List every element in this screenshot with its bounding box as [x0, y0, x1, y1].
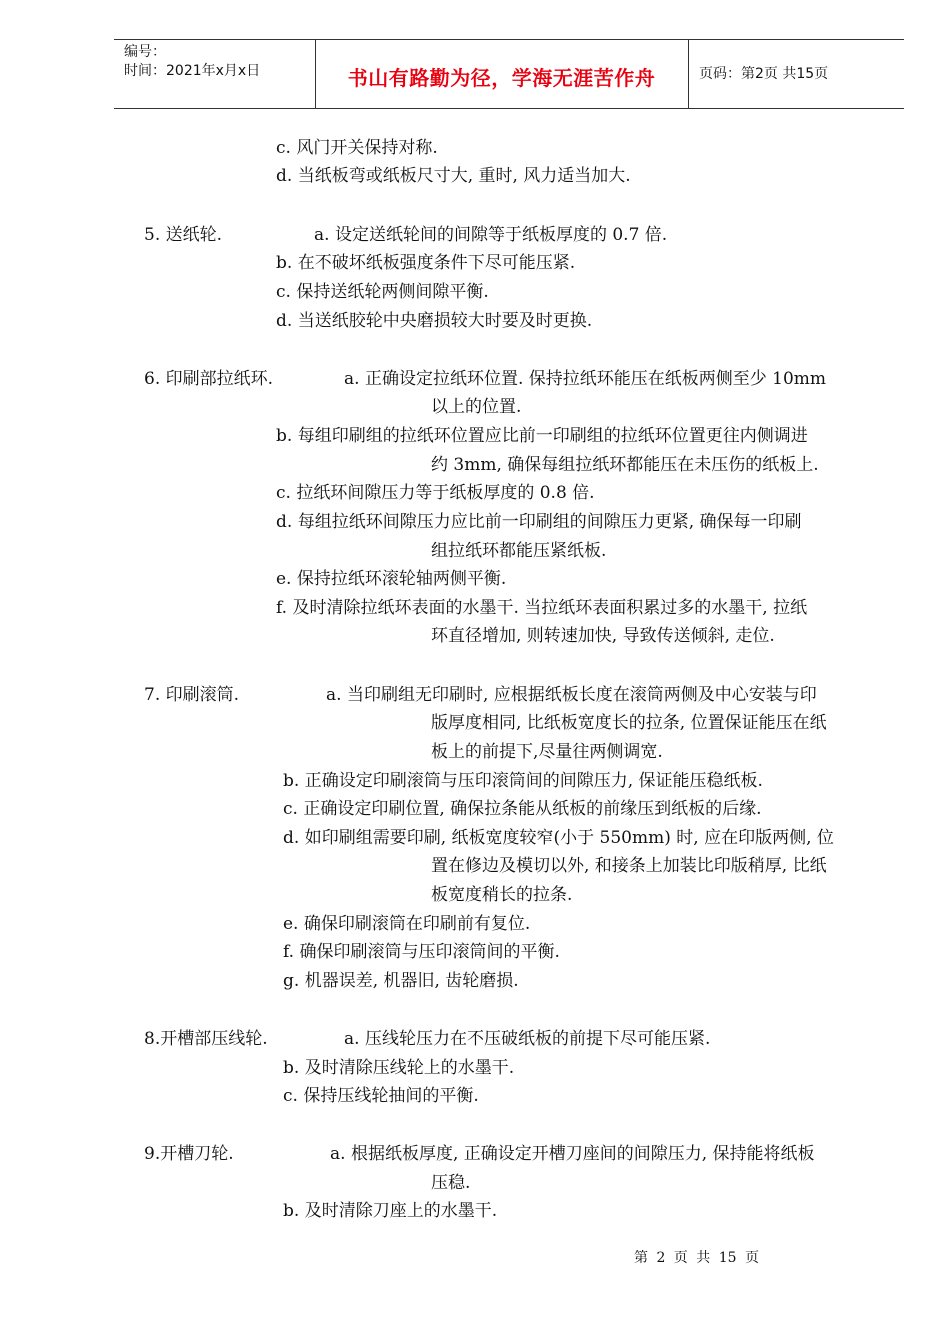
item-s7-d-line2: 置在修边及模切以外, 和接条上加装比印版稍厚, 比纸: [431, 856, 827, 876]
page-footer: 第 2 页 共 15 页: [634, 1250, 759, 1266]
item-s6-d-line2: 组拉纸环都能压紧纸板.: [431, 541, 607, 561]
item-s6-e: e. 保持拉纸环滚轮轴两侧平衡.: [276, 569, 507, 589]
item-s7-g: g. 机器误差, 机器旧, 齿轮磨损.: [283, 971, 519, 991]
page-header: [114, 39, 904, 109]
item-s6-a-line2: 以上的位置.: [431, 397, 522, 417]
item-s6-f-line2: 环直径增加, 则转速加快, 导致传送倾斜, 走位.: [431, 626, 775, 646]
header-page-info: 页码：第2页 共15页: [699, 66, 829, 82]
item-s6-a-line1: a. 正确设定拉纸环位置. 保持拉纸环能压在纸板两侧至少 10mm: [344, 369, 827, 389]
item-s9-a-line2: 压稳.: [431, 1173, 471, 1193]
item-s5-d: d. 当送纸胶轮中央磨损较大时要及时更换.: [276, 311, 593, 331]
item-s5-b: b. 在不破坏纸板强度条件下尽可能压紧.: [276, 253, 576, 273]
item-s7-d-line1: d. 如印刷组需要印刷, 纸板宽度较窄(小于 550mm) 时, 应在印版两侧, 位: [283, 828, 834, 848]
item-s4-d: d. 当纸板弯或纸板尺寸大, 重时, 风力适当加大.: [276, 166, 631, 186]
item-s7-b: b. 正确设定印刷滚筒与压印滚筒间的间隙压力, 保证能压稳纸板.: [283, 771, 763, 791]
item-s7-e: e. 确保印刷滚筒在印刷前有复位.: [283, 914, 531, 934]
document-date: 时间：2021年x月x日: [124, 63, 261, 79]
header-motto: 书山有路勤为径，学海无涯苦作舟: [347, 66, 656, 90]
item-s5-a: a. 设定送纸轮间的间隙等于纸板厚度的 0.7 倍.: [314, 225, 668, 245]
item-s6-f-line1: f. 及时清除拉纸环表面的水墨干. 当拉纸环表面积累过多的水墨干, 拉纸: [276, 598, 808, 618]
section-8-title: 8.开槽部压线轮.: [144, 1029, 268, 1049]
section-9-title: 9.开槽刀轮.: [144, 1144, 234, 1164]
item-s9-a-line1: a. 根据纸板厚度, 正确设定开槽刀座间的间隙压力, 保持能将纸板: [330, 1144, 815, 1164]
item-s6-b-line2: 约 3mm, 确保每组拉纸环都能压在未压伤的纸板上.: [431, 455, 819, 475]
section-6-title: 6. 印刷部拉纸环.: [144, 369, 274, 389]
document-number-label: 编号：: [124, 44, 166, 60]
item-s8-c: c. 保持压线轮抽间的平衡.: [283, 1086, 479, 1106]
item-s6-c: c. 拉纸环间隙压力等于纸板厚度的 0.8 倍.: [276, 483, 595, 503]
section-7-title: 7. 印刷滚筒.: [144, 685, 240, 705]
item-s4-c: c. 风门开关保持对称.: [276, 138, 438, 158]
item-s7-d-line3: 板宽度稍长的拉条.: [431, 885, 573, 905]
header-motto-cell: [315, 40, 689, 108]
item-s5-c: c. 保持送纸轮两侧间隙平衡.: [276, 282, 489, 302]
section-5-title: 5. 送纸轮.: [144, 225, 223, 245]
item-s9-b: b. 及时清除刀座上的水墨干.: [283, 1201, 498, 1221]
item-s6-b-line1: b. 每组印刷组的拉纸环位置应比前一印刷组的拉纸环位置更往内侧调进: [276, 426, 808, 446]
item-s8-b: b. 及时清除压线轮上的水墨干.: [283, 1058, 515, 1078]
item-s7-a-line2: 版厚度相同, 比纸板宽度长的拉条, 位置保证能压在纸: [431, 713, 827, 733]
item-s8-a: a. 压线轮压力在不压破纸板的前提下尽可能压紧.: [344, 1029, 711, 1049]
item-s7-f: f. 确保印刷滚筒与压印滚筒间的平衡.: [283, 942, 560, 962]
header-meta-cell: [114, 40, 316, 108]
item-s7-a-line1: a. 当印刷组无印刷时, 应根据纸板长度在滚筒两侧及中心安装与印: [326, 685, 817, 705]
item-s6-d-line1: d. 每组拉纸环间隙压力应比前一印刷组的间隙压力更紧, 确保每一印刷: [276, 512, 802, 532]
header-page-cell: [689, 40, 904, 108]
item-s7-c: c. 正确设定印刷位置, 确保拉条能从纸板的前缘压到纸板的后缘.: [283, 799, 762, 819]
item-s7-a-line3: 板上的前提下,尽量往两侧调宽.: [431, 742, 663, 762]
